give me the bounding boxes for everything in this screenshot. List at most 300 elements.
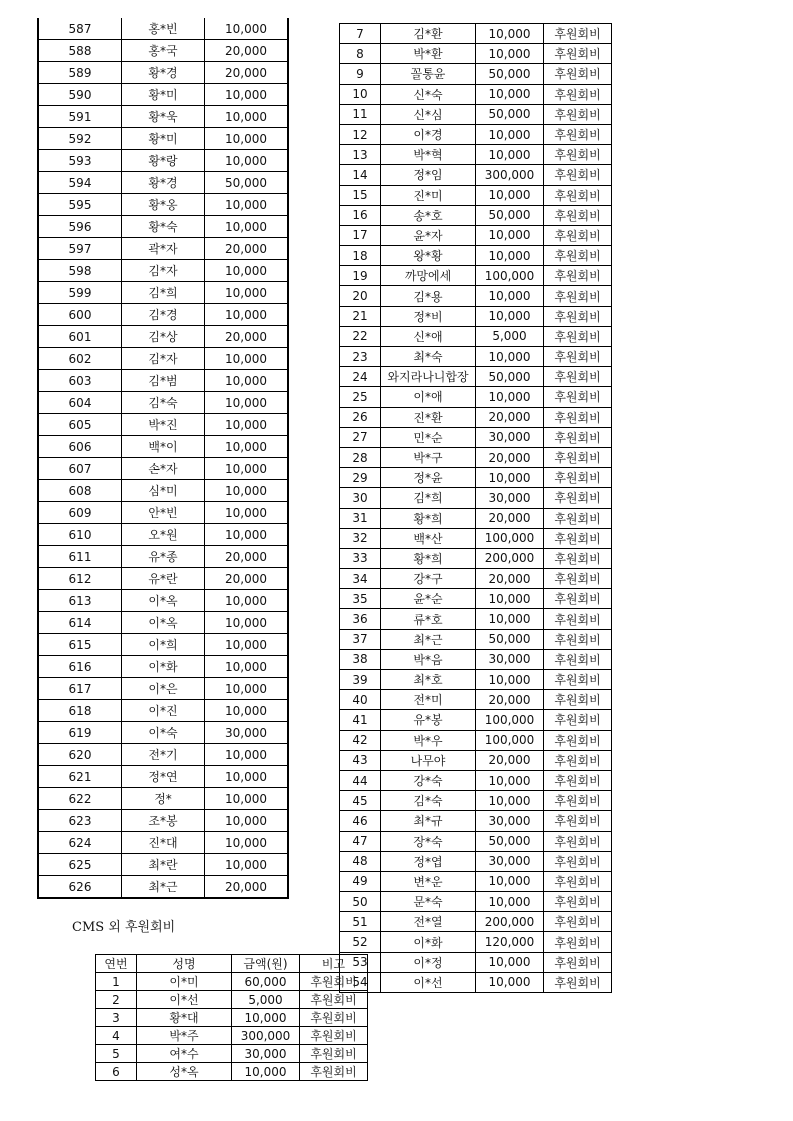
name-cell: 유*봉 <box>381 710 476 730</box>
note-cell: 후원회비 <box>544 286 612 306</box>
name-cell: 이*진 <box>122 700 205 722</box>
serial-cell: 596 <box>38 216 122 238</box>
serial-cell: 13 <box>340 145 381 165</box>
serial-cell: 598 <box>38 260 122 282</box>
table-row <box>340 347 612 367</box>
name-cell: 황*미 <box>122 128 205 150</box>
name-cell: 최*근 <box>122 876 205 899</box>
name-cell: 윤*순 <box>381 589 476 609</box>
amount-cell: 10,000 <box>205 810 289 832</box>
serial-cell: 32 <box>340 528 381 548</box>
serial-cell: 619 <box>38 722 122 744</box>
name-cell: 전*기 <box>122 744 205 766</box>
amount-cell: 10,000 <box>476 145 544 165</box>
table-row <box>340 326 612 346</box>
amount-cell: 10,000 <box>476 246 544 266</box>
serial-cell: 592 <box>38 128 122 150</box>
amount-cell: 100,000 <box>476 730 544 750</box>
amount-cell: 10,000 <box>205 18 289 40</box>
amount-cell: 10,000 <box>476 952 544 972</box>
name-cell: 오*원 <box>122 524 205 546</box>
note-cell: 후원회비 <box>544 165 612 185</box>
name-cell: 이*정 <box>381 952 476 972</box>
name-cell: 홍*빈 <box>122 18 205 40</box>
serial-cell: 27 <box>340 427 381 447</box>
amount-cell: 10,000 <box>205 854 289 876</box>
table-row <box>38 304 288 326</box>
table-row <box>38 810 288 832</box>
serial-cell: 591 <box>38 106 122 128</box>
amount-cell: 10,000 <box>476 306 544 326</box>
note-cell: 후원회비 <box>544 569 612 589</box>
table-row <box>340 912 612 932</box>
serial-cell: 15 <box>340 185 381 205</box>
amount-cell: 10,000 <box>232 1063 300 1081</box>
table-row <box>340 952 612 972</box>
amount-cell: 10,000 <box>476 468 544 488</box>
table-row <box>96 1063 368 1081</box>
serial-cell: 624 <box>38 832 122 854</box>
amount-cell: 10,000 <box>205 304 289 326</box>
note-cell: 후원회비 <box>544 972 612 992</box>
amount-cell: 20,000 <box>476 407 544 427</box>
table-row <box>340 710 612 730</box>
serial-cell: 41 <box>340 710 381 730</box>
table-row <box>340 871 612 891</box>
table-row <box>38 612 288 634</box>
serial-cell: 18 <box>340 246 381 266</box>
amount-cell: 10,000 <box>205 194 289 216</box>
amount-cell: 10,000 <box>232 1009 300 1027</box>
name-cell: 이*선 <box>381 972 476 992</box>
table-row <box>38 128 288 150</box>
name-cell: 김*희 <box>122 282 205 304</box>
name-cell: 김*범 <box>122 370 205 392</box>
name-cell: 이*희 <box>122 634 205 656</box>
serial-cell: 610 <box>38 524 122 546</box>
serial-cell: 39 <box>340 670 381 690</box>
note-cell: 후원회비 <box>544 44 612 64</box>
table-row <box>38 18 288 40</box>
table-row <box>38 766 288 788</box>
amount-cell: 5,000 <box>232 991 300 1009</box>
note-cell: 후원회비 <box>544 64 612 84</box>
serial-cell: 47 <box>340 831 381 851</box>
serial-cell: 618 <box>38 700 122 722</box>
amount-cell: 10,000 <box>476 84 544 104</box>
serial-cell: 605 <box>38 414 122 436</box>
serial-cell: 37 <box>340 629 381 649</box>
table-row <box>38 744 288 766</box>
table-row <box>38 656 288 678</box>
serial-cell: 611 <box>38 546 122 568</box>
table-row <box>340 750 612 770</box>
name-cell: 정*연 <box>122 766 205 788</box>
name-cell: 최*근 <box>381 629 476 649</box>
amount-cell: 10,000 <box>205 700 289 722</box>
amount-cell: 10,000 <box>476 347 544 367</box>
amount-cell: 300,000 <box>476 165 544 185</box>
serial-cell: 34 <box>340 569 381 589</box>
table-row <box>340 791 612 811</box>
table-row <box>96 973 368 991</box>
amount-cell: 60,000 <box>232 973 300 991</box>
name-cell: 정*비 <box>381 306 476 326</box>
amount-cell: 10,000 <box>205 260 289 282</box>
name-cell: 백*이 <box>122 436 205 458</box>
table-row <box>340 629 612 649</box>
amount-cell: 20,000 <box>205 326 289 348</box>
name-cell: 민*순 <box>381 427 476 447</box>
note-cell: 후원회비 <box>544 124 612 144</box>
serial-cell: 9 <box>340 64 381 84</box>
name-cell: 최*란 <box>122 854 205 876</box>
amount-cell: 300,000 <box>232 1027 300 1045</box>
name-cell: 김*희 <box>381 488 476 508</box>
name-cell: 곽*자 <box>122 238 205 260</box>
table-row <box>38 172 288 194</box>
amount-cell: 10,000 <box>205 832 289 854</box>
note-cell: 후원회비 <box>544 24 612 44</box>
amount-cell: 10,000 <box>476 589 544 609</box>
name-cell: 황*대 <box>137 1009 232 1027</box>
amount-cell: 10,000 <box>476 791 544 811</box>
amount-cell: 10,000 <box>476 44 544 64</box>
amount-cell: 10,000 <box>476 609 544 629</box>
table-row <box>340 367 612 387</box>
name-cell: 홍*국 <box>122 40 205 62</box>
name-cell: 심*미 <box>122 480 205 502</box>
table-row <box>38 326 288 348</box>
name-cell: 황*욱 <box>122 106 205 128</box>
table-row <box>96 991 368 1009</box>
table-row <box>38 546 288 568</box>
amount-cell: 50,000 <box>476 367 544 387</box>
table-row <box>340 932 612 952</box>
table-row <box>340 670 612 690</box>
amount-cell: 200,000 <box>476 912 544 932</box>
cms-section-title: CMS 외 후원회비 <box>72 920 176 935</box>
amount-cell: 20,000 <box>476 447 544 467</box>
table-row <box>38 62 288 84</box>
name-cell: 윤*자 <box>381 225 476 245</box>
amount-cell: 10,000 <box>205 370 289 392</box>
table-row <box>340 649 612 669</box>
name-cell: 황*희 <box>381 508 476 528</box>
amount-cell: 10,000 <box>476 24 544 44</box>
serial-cell: 43 <box>340 750 381 770</box>
serial-cell: 609 <box>38 502 122 524</box>
table-row <box>96 1045 368 1063</box>
name-cell: 진*대 <box>122 832 205 854</box>
note-cell: 후원회비 <box>544 528 612 548</box>
serial-cell: 11 <box>340 104 381 124</box>
name-cell: 이*은 <box>122 678 205 700</box>
table-row <box>340 548 612 568</box>
serial-cell: 622 <box>38 788 122 810</box>
amount-cell: 20,000 <box>476 508 544 528</box>
name-cell: 박*구 <box>381 447 476 467</box>
note-cell: 후원회비 <box>544 185 612 205</box>
table-row <box>38 876 288 899</box>
table-row <box>38 524 288 546</box>
serial-cell: 7 <box>340 24 381 44</box>
table-row <box>340 690 612 710</box>
note-cell: 후원회비 <box>544 84 612 104</box>
serial-cell: 45 <box>340 791 381 811</box>
table-row <box>38 414 288 436</box>
serial-cell: 595 <box>38 194 122 216</box>
table-row <box>340 64 612 84</box>
amount-cell: 10,000 <box>205 524 289 546</box>
serial-cell: 621 <box>38 766 122 788</box>
name-cell: 진*미 <box>381 185 476 205</box>
name-cell: 성*옥 <box>137 1063 232 1081</box>
table-row <box>340 589 612 609</box>
amount-cell: 30,000 <box>476 851 544 871</box>
amount-cell: 10,000 <box>205 788 289 810</box>
table-row <box>38 348 288 370</box>
serial-cell: 17 <box>340 225 381 245</box>
name-cell: 문*숙 <box>381 892 476 912</box>
amount-cell: 10,000 <box>476 185 544 205</box>
serial-cell: 615 <box>38 634 122 656</box>
serial-cell: 623 <box>38 810 122 832</box>
donor-table-right <box>339 23 612 993</box>
serial-cell: 33 <box>340 548 381 568</box>
name-cell: 최*규 <box>381 811 476 831</box>
table-row <box>340 447 612 467</box>
name-cell: 변*운 <box>381 871 476 891</box>
name-cell: 조*봉 <box>122 810 205 832</box>
note-cell: 후원회비 <box>544 629 612 649</box>
note-cell: 후원회비 <box>544 246 612 266</box>
note-cell: 후원회비 <box>544 710 612 730</box>
serial-cell: 1 <box>96 973 137 991</box>
amount-cell: 10,000 <box>205 348 289 370</box>
table-row <box>38 590 288 612</box>
serial-cell: 46 <box>340 811 381 831</box>
serial-cell: 40 <box>340 690 381 710</box>
serial-cell: 35 <box>340 589 381 609</box>
serial-cell: 22 <box>340 326 381 346</box>
amount-cell: 10,000 <box>476 387 544 407</box>
table-row <box>340 569 612 589</box>
serial-cell: 4 <box>96 1027 137 1045</box>
name-cell: 왕*황 <box>381 246 476 266</box>
amount-cell: 20,000 <box>205 546 289 568</box>
table-row <box>38 260 288 282</box>
amount-cell: 50,000 <box>476 205 544 225</box>
serial-cell: 48 <box>340 851 381 871</box>
amount-cell: 50,000 <box>205 172 289 194</box>
serial-cell: 51 <box>340 912 381 932</box>
note-cell: 후원회비 <box>544 670 612 690</box>
name-cell: 김*자 <box>122 260 205 282</box>
name-cell: 전*열 <box>381 912 476 932</box>
note-cell: 후원회비 <box>544 407 612 427</box>
table-row <box>340 266 612 286</box>
table-row <box>340 165 612 185</box>
header-serial: 연번 <box>96 955 137 973</box>
name-cell: 꼴통윤 <box>381 64 476 84</box>
name-cell: 손*자 <box>122 458 205 480</box>
amount-cell: 50,000 <box>476 104 544 124</box>
name-cell: 진*환 <box>381 407 476 427</box>
table-row <box>96 1027 368 1045</box>
name-cell: 김*자 <box>122 348 205 370</box>
serial-cell: 604 <box>38 392 122 414</box>
table-row <box>340 124 612 144</box>
name-cell: 정* <box>122 788 205 810</box>
note-cell: 후원회비 <box>300 991 368 1009</box>
serial-cell: 590 <box>38 84 122 106</box>
serial-cell: 42 <box>340 730 381 750</box>
serial-cell: 54 <box>340 972 381 992</box>
serial-cell: 593 <box>38 150 122 172</box>
note-cell: 후원회비 <box>544 347 612 367</box>
amount-cell: 10,000 <box>205 392 289 414</box>
amount-cell: 50,000 <box>476 831 544 851</box>
table-row <box>340 205 612 225</box>
name-cell: 강*구 <box>381 569 476 589</box>
amount-cell: 100,000 <box>476 266 544 286</box>
table-row <box>38 480 288 502</box>
amount-cell: 30,000 <box>476 649 544 669</box>
amount-cell: 30,000 <box>476 488 544 508</box>
serial-cell: 24 <box>340 367 381 387</box>
table-row <box>38 238 288 260</box>
note-cell: 후원회비 <box>544 266 612 286</box>
amount-cell: 10,000 <box>205 216 289 238</box>
note-cell: 후원회비 <box>544 811 612 831</box>
serial-cell: 603 <box>38 370 122 392</box>
name-cell: 여*수 <box>137 1045 232 1063</box>
serial-cell: 36 <box>340 609 381 629</box>
serial-cell: 20 <box>340 286 381 306</box>
table-row <box>340 44 612 64</box>
table-row <box>340 427 612 447</box>
name-cell: 이*애 <box>381 387 476 407</box>
table-row <box>340 609 612 629</box>
table-row <box>340 831 612 851</box>
amount-cell: 10,000 <box>205 612 289 634</box>
serial-cell: 23 <box>340 347 381 367</box>
amount-cell: 10,000 <box>476 286 544 306</box>
name-cell: 정*임 <box>381 165 476 185</box>
amount-cell: 20,000 <box>205 238 289 260</box>
table-row <box>38 700 288 722</box>
amount-cell: 10,000 <box>476 871 544 891</box>
table-row <box>38 436 288 458</box>
donor-table-left <box>37 18 289 899</box>
serial-cell: 12 <box>340 124 381 144</box>
amount-cell: 20,000 <box>476 750 544 770</box>
serial-cell: 589 <box>38 62 122 84</box>
note-cell: 후원회비 <box>544 690 612 710</box>
amount-cell: 30,000 <box>476 427 544 447</box>
name-cell: 박*음 <box>381 649 476 669</box>
table-row <box>340 84 612 104</box>
amount-cell: 200,000 <box>476 548 544 568</box>
table-row <box>340 730 612 750</box>
table-row <box>340 468 612 488</box>
note-cell: 후원회비 <box>544 508 612 528</box>
amount-cell: 10,000 <box>476 124 544 144</box>
amount-cell: 20,000 <box>205 40 289 62</box>
name-cell: 황*희 <box>381 548 476 568</box>
note-cell: 후원회비 <box>544 750 612 770</box>
serial-cell: 6 <box>96 1063 137 1081</box>
table-row <box>340 528 612 548</box>
serial-cell: 5 <box>96 1045 137 1063</box>
name-cell: 김*경 <box>122 304 205 326</box>
name-cell: 이*옥 <box>122 590 205 612</box>
note-cell: 후원회비 <box>544 831 612 851</box>
name-cell: 박*진 <box>122 414 205 436</box>
amount-cell: 20,000 <box>476 569 544 589</box>
amount-cell: 10,000 <box>476 225 544 245</box>
note-cell: 후원회비 <box>544 730 612 750</box>
table-row <box>340 145 612 165</box>
amount-cell: 10,000 <box>205 634 289 656</box>
note-cell: 후원회비 <box>544 367 612 387</box>
serial-cell: 29 <box>340 468 381 488</box>
note-cell: 후원회비 <box>544 791 612 811</box>
name-cell: 나무야 <box>381 750 476 770</box>
table-row <box>340 225 612 245</box>
amount-cell: 10,000 <box>205 128 289 150</box>
serial-cell: 601 <box>38 326 122 348</box>
table-row <box>38 788 288 810</box>
note-cell: 후원회비 <box>544 851 612 871</box>
serial-cell: 616 <box>38 656 122 678</box>
name-cell: 정*엽 <box>381 851 476 871</box>
table-row <box>340 972 612 992</box>
note-cell: 후원회비 <box>544 225 612 245</box>
amount-cell: 100,000 <box>476 710 544 730</box>
name-cell: 박*주 <box>137 1027 232 1045</box>
name-cell: 황*미 <box>122 84 205 106</box>
name-cell: 김*숙 <box>381 791 476 811</box>
note-cell: 후원회비 <box>544 447 612 467</box>
name-cell: 김*용 <box>381 286 476 306</box>
serial-cell: 597 <box>38 238 122 260</box>
amount-cell: 20,000 <box>205 568 289 590</box>
name-cell: 황*옹 <box>122 194 205 216</box>
amount-cell: 10,000 <box>205 150 289 172</box>
name-cell: 이*화 <box>122 656 205 678</box>
serial-cell: 10 <box>340 84 381 104</box>
table-row <box>38 370 288 392</box>
name-cell: 박*혁 <box>381 145 476 165</box>
serial-cell: 602 <box>38 348 122 370</box>
amount-cell: 10,000 <box>476 770 544 790</box>
serial-cell: 614 <box>38 612 122 634</box>
table-row <box>38 568 288 590</box>
serial-cell: 14 <box>340 165 381 185</box>
amount-cell: 10,000 <box>205 678 289 700</box>
note-cell: 후원회비 <box>300 1045 368 1063</box>
serial-cell: 3 <box>96 1009 137 1027</box>
amount-cell: 10,000 <box>205 282 289 304</box>
serial-cell: 606 <box>38 436 122 458</box>
table-row <box>340 246 612 266</box>
note-cell: 후원회비 <box>544 145 612 165</box>
cms-donor-table <box>95 954 368 1081</box>
name-cell: 황*경 <box>122 172 205 194</box>
table-row <box>340 104 612 124</box>
